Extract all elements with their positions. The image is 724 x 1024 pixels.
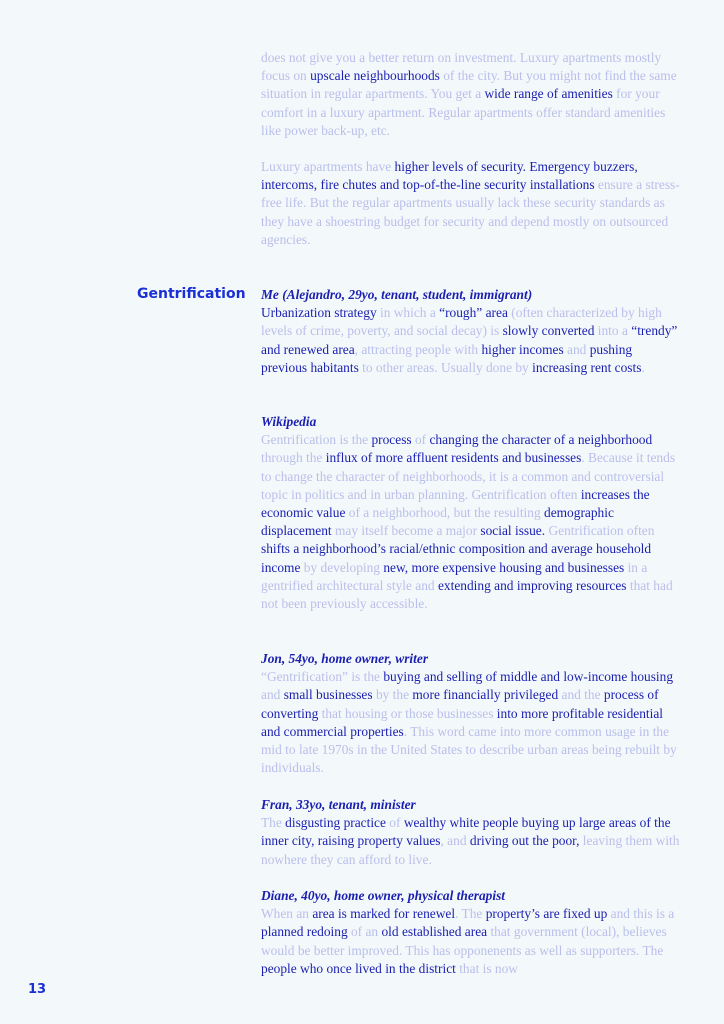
body-text: that government (local), believes would be better improved. This has opponenents as well as supporters. The xyxy=(261,924,667,958)
body-text: of xyxy=(411,432,430,448)
body-text: and xyxy=(563,341,590,357)
body-text: for your comfort in a luxury apartment. Regular apartments offer standard amenities like power back-up, etc. xyxy=(261,86,666,138)
body-text: . xyxy=(641,359,645,375)
body-text: , and xyxy=(440,833,470,849)
highlighted-phrase: driving out the poor, xyxy=(469,833,580,849)
definition-text xyxy=(261,668,681,777)
highlighted-phrase: property’s are fixed up xyxy=(485,906,608,922)
highlighted-phrase: “trendy” and renewed area xyxy=(261,323,678,357)
highlighted-phrase: old established area xyxy=(381,924,488,940)
body-text: by the xyxy=(372,687,413,703)
body-text: does not give you a better return on investment. Luxury apartments mostly focus on xyxy=(261,50,662,84)
body-text: Gentrification is the xyxy=(261,432,372,448)
highlighted-phrase: small businesses xyxy=(283,687,373,703)
highlighted-phrase: extending and improving resources xyxy=(437,577,627,593)
definition-heading: Wikipedia xyxy=(261,414,317,429)
highlighted-phrase: planned redoing xyxy=(261,924,348,940)
highlighted-phrase: higher incomes xyxy=(481,341,564,357)
highlighted-phrase: increasing rent costs xyxy=(532,359,642,375)
highlighted-phrase: into more profitable residential and commercial properties xyxy=(261,705,664,739)
body-text: by developing xyxy=(300,559,384,575)
highlighted-phrase: people who once lived in the district xyxy=(261,960,456,976)
highlighted-phrase: more financially privileged xyxy=(412,687,559,703)
definition-heading: Me (Alejandro, 29yo, tenant, student, immigrant) xyxy=(261,287,533,302)
definition-text xyxy=(261,304,681,377)
paragraph-text xyxy=(261,49,681,140)
definition-text xyxy=(261,905,681,978)
body-text: of a neighborhood, but the resulting xyxy=(345,505,544,521)
body-text: . Because it tends to change the character of neighborhoods, it is a common and controversial topic in politics and in urban planning. Gentrification often xyxy=(261,450,676,502)
body-text: “Gentrification” is the xyxy=(261,669,384,685)
body-text: that is now xyxy=(455,960,518,976)
highlighted-phrase: shifts a neighborhood’s racial/ethnic composition and average household income xyxy=(261,541,652,575)
highlighted-phrase: upscale neighbourhoods xyxy=(310,68,440,84)
highlighted-phrase: wealthy white people buying up large areas of the inner city, raising property values xyxy=(261,815,671,849)
body-text: The xyxy=(261,815,286,831)
definition-block xyxy=(261,796,681,869)
body-text: and xyxy=(261,687,284,703)
definition-block xyxy=(261,286,681,377)
body-text: into a xyxy=(594,323,632,339)
body-text: and this is a xyxy=(607,906,675,922)
page-number: 13 xyxy=(28,982,47,997)
body-text: of an xyxy=(347,924,382,940)
highlighted-phrase: buying and selling of middle and low-income housing xyxy=(383,669,674,685)
highlighted-phrase: process of converting xyxy=(261,687,659,721)
definition-heading: Diane, 40yo, home owner, physical therapist xyxy=(261,888,506,903)
intro-paragraph-security xyxy=(261,158,681,249)
definition-text xyxy=(261,431,681,613)
intro-paragraph-luxury-amenities xyxy=(261,49,681,140)
highlighted-phrase: area is marked for renewel xyxy=(312,906,456,922)
body-text: through the xyxy=(261,450,326,466)
body-text: of xyxy=(385,815,404,831)
body-text: in which a xyxy=(376,305,440,321)
definition-block xyxy=(261,650,681,777)
body-text: that housing or those businesses xyxy=(318,705,497,721)
body-text: Luxury apartments have xyxy=(261,159,395,174)
body-text: may itself become a major xyxy=(331,523,481,539)
body-text: When an xyxy=(261,906,313,922)
body-text: ensure a stress-free life. But the regular apartments usually lack these security standards as they have a shoestring budget for security and depend mostly on outsourced agencies. xyxy=(261,177,680,247)
definition-text xyxy=(261,814,681,869)
body-text: leaving them with nowhere they can afford to live. xyxy=(261,833,680,867)
paragraph-text xyxy=(261,158,681,249)
highlighted-phrase: wide range of amenities xyxy=(484,86,613,102)
highlighted-phrase: changing the character of a neighborhood xyxy=(429,432,653,448)
body-text: Gentrification often xyxy=(545,523,655,539)
body-text: of the city. But you might not find the same situation in regular apartments. You get a xyxy=(261,68,677,102)
body-text: and the xyxy=(558,687,604,703)
highlighted-phrase: new, more expensive housing and businesses xyxy=(383,559,625,575)
highlighted-phrase: Urbanization strategy xyxy=(261,305,377,321)
body-text: in a gentrified architectural style and xyxy=(261,559,648,593)
definition-block xyxy=(261,887,681,978)
section-label: Gentrification xyxy=(137,286,246,302)
highlighted-phrase: pushing previous habitants xyxy=(261,341,633,375)
definition-heading: Fran, 33yo, tenant, minister xyxy=(261,797,416,812)
body-text: . This word came into more common usage in the mid to late 1970s in the United States to describe urban areas being rebuilt by individuals. xyxy=(261,723,677,776)
body-text: to other areas. Usually done by xyxy=(358,359,533,375)
highlighted-phrase: social issue. xyxy=(480,523,546,539)
highlighted-phrase: disgusting practice xyxy=(285,815,386,831)
highlighted-phrase: “rough” area xyxy=(439,305,508,321)
body-text: that had not been previously accessible. xyxy=(261,577,673,612)
highlighted-phrase: demographic displacement xyxy=(261,505,614,539)
highlighted-phrase: increases the economic value xyxy=(261,486,650,521)
highlighted-phrase: process xyxy=(371,432,412,448)
body-text: . The xyxy=(455,906,486,922)
body-text: (often characterized by high levels of crime, poverty, and social decay) is xyxy=(261,305,662,339)
highlighted-phrase: slowly converted xyxy=(502,323,595,339)
body-text: , attracting people with xyxy=(354,341,482,357)
highlighted-phrase: influx of more affluent residents and businesses xyxy=(325,450,582,466)
definition-block xyxy=(261,413,681,613)
definition-heading: Jon, 54yo, home owner, writer xyxy=(261,651,429,666)
highlighted-phrase: higher levels of security. Emergency buzzers, intercoms, fire chutes and top-of-the-line security installations xyxy=(261,159,638,193)
